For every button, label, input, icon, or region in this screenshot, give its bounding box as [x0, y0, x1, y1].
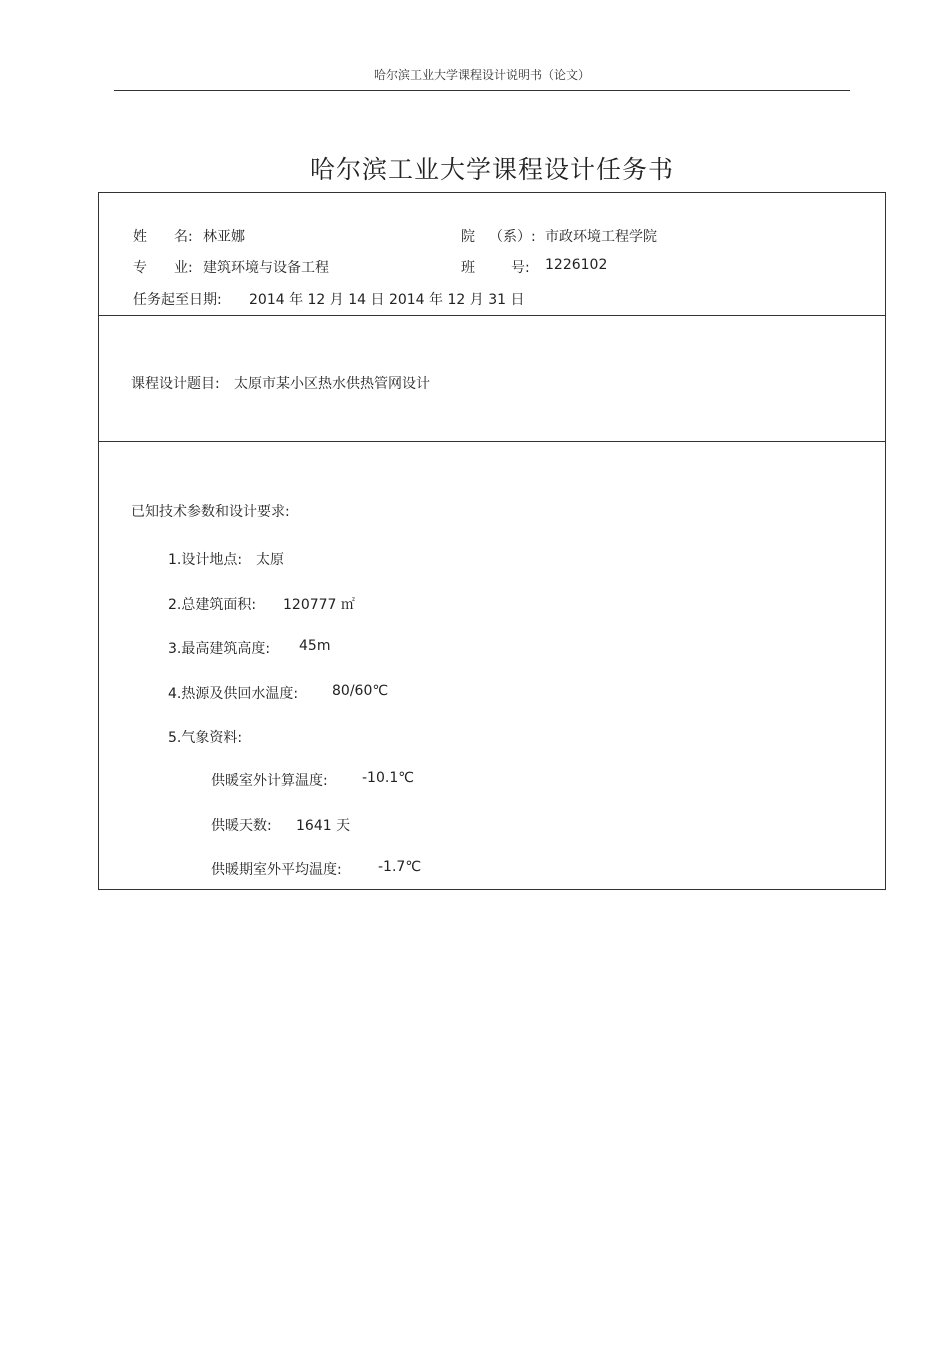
major-label-a: 专	[133, 260, 147, 276]
topic-box	[98, 315, 886, 442]
requirement-value: 45m	[299, 638, 331, 654]
department-label-a: 院	[461, 229, 475, 245]
requirements-heading: 已知技术参数和设计要求:	[131, 504, 290, 520]
name-label-b: 名:	[174, 229, 193, 245]
running-header: 哈尔滨工业大学课程设计说明书（论文）	[373, 68, 590, 82]
requirement-value: 太原	[256, 552, 284, 568]
requirement-value: 120777 ㎡	[283, 597, 355, 613]
climate-value: 1641 天	[296, 818, 351, 834]
requirement-label: 1.设计地点:	[168, 552, 243, 568]
requirement-label: 2.总建筑面积:	[168, 597, 257, 613]
dates-value: 2014 年 12 月 14 日 2014 年 12 月 31 日	[249, 292, 525, 308]
requirement-label: 4.热源及供回水温度:	[168, 686, 299, 702]
topic-label: 课程设计题目:	[131, 376, 220, 392]
requirements-box	[98, 441, 886, 890]
climate-value: -1.7℃	[378, 859, 422, 875]
department-value: 市政环境工程学院	[545, 229, 657, 245]
name-value: 林亚娜	[203, 229, 245, 245]
requirement-label: 5.气象资料:	[168, 730, 243, 746]
document-title: 哈尔滨工业大学课程设计任务书	[309, 155, 674, 184]
climate-value: -10.1℃	[362, 770, 414, 786]
student-info-box	[98, 192, 886, 316]
climate-label: 供暖期室外平均温度:	[211, 862, 342, 878]
major-label-b: 业:	[174, 260, 193, 276]
climate-label: 供暖天数:	[211, 818, 272, 834]
requirement-value: 80/60℃	[332, 683, 389, 699]
requirement-label: 3.最高建筑高度:	[168, 641, 271, 657]
climate-label: 供暖室外计算温度:	[211, 773, 328, 789]
class-label-b: 号:	[511, 260, 530, 276]
class-value: 1226102	[545, 257, 608, 273]
header-rule	[114, 90, 850, 91]
class-label-a: 班	[461, 260, 475, 276]
dates-label: 任务起至日期:	[133, 292, 222, 308]
department-label-b: （系）:	[489, 229, 536, 245]
major-value: 建筑环境与设备工程	[203, 260, 329, 276]
topic-value: 太原市某小区热水供热管网设计	[234, 376, 430, 392]
name-label-a: 姓	[133, 229, 147, 245]
